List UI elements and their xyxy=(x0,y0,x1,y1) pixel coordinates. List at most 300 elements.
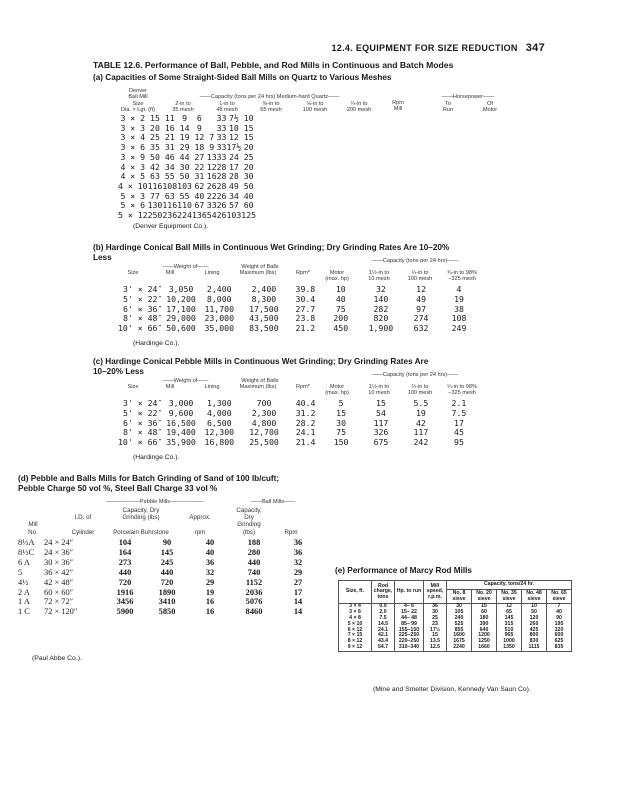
head-text: Maximum (lbs) xyxy=(239,384,277,390)
table-cell: 10,200 xyxy=(166,293,196,304)
table-cell: 800 xyxy=(522,633,547,639)
table-cell: 8460 xyxy=(245,607,263,617)
table-cell: 33 xyxy=(216,142,227,153)
table-cell: 3 × 4 xyxy=(339,604,372,610)
part-e-col-head: Hp. to run xyxy=(395,581,424,604)
table-cell: 75 xyxy=(335,303,346,314)
table-cell: 20 xyxy=(150,122,160,133)
head-text: ⅜-in to xyxy=(262,101,280,107)
table-cell: 1,900 xyxy=(368,323,394,334)
table-cell: 8 × 12 xyxy=(339,639,372,645)
table-cell: 5.5 xyxy=(413,398,429,408)
table-cell: 16 xyxy=(205,597,215,607)
head-text: 100 mesh xyxy=(407,390,433,397)
part_c-col-head xyxy=(318,384,356,397)
head-text: Motor xyxy=(329,270,345,276)
table-cell: 3410 xyxy=(158,597,176,607)
part-a-head-hp: ——Horsepower—— xyxy=(441,94,495,100)
table-row xyxy=(18,578,320,588)
part-d-col-head xyxy=(222,507,276,536)
part-a-body xyxy=(118,114,256,221)
table-cell: 33 xyxy=(216,122,227,133)
table-cell: 1350 xyxy=(497,645,522,651)
head-text: Rpm xyxy=(284,528,298,536)
table-cell: 15 xyxy=(424,633,447,639)
head-text xyxy=(276,514,306,521)
head-text xyxy=(18,514,48,521)
part-d-col-head xyxy=(180,507,220,536)
table-cell: 32 xyxy=(293,557,303,567)
table-cell: 8,300 xyxy=(251,293,277,304)
part_c-col-head xyxy=(192,384,232,390)
table-cell: 110 xyxy=(177,200,192,211)
table-cell: 19 xyxy=(179,132,190,143)
head-text: ½-in to xyxy=(411,384,429,390)
table-cell: 30 × 36″ xyxy=(44,557,74,567)
table-cell: 625 xyxy=(547,639,572,645)
table-cell: 440 xyxy=(160,567,174,577)
table-cell: 236 xyxy=(162,210,178,221)
table-cell: 10 xyxy=(522,604,547,610)
table-cell: 12 xyxy=(416,284,426,294)
table-cell: 155–150 xyxy=(395,628,424,634)
table-row xyxy=(118,211,256,221)
head-text: Size xyxy=(132,100,144,107)
table-cell: 97 xyxy=(416,303,426,314)
table-cell: 24 × 36″ xyxy=(44,547,74,557)
table-cell: 13 xyxy=(206,151,217,162)
table-cell: 965 xyxy=(497,633,522,639)
table-cell: 40 xyxy=(205,538,215,547)
table-cell: 2.1 xyxy=(451,398,467,408)
table-cell: 14.5 xyxy=(372,622,395,628)
table-cell: 108 xyxy=(451,313,467,324)
table-cell: 16 xyxy=(164,122,175,133)
table-cell: 245 xyxy=(160,557,174,567)
table-cell: 17½ xyxy=(226,142,242,153)
head-text: ¾-in to 98% xyxy=(447,270,477,276)
table-cell: 4 × 8 xyxy=(339,616,372,622)
table-cell: 740 xyxy=(247,567,261,577)
table-cell: 26 xyxy=(216,210,227,221)
part_b-head-capacity: ——Capacity (tons per 24 hrs)—— xyxy=(371,258,459,264)
part-e-sieve-head: No. 48 sieve xyxy=(522,589,547,604)
table-cell: 33 xyxy=(216,151,227,162)
table-cell: 1000 xyxy=(497,639,522,645)
head-text: Mill xyxy=(165,384,175,390)
head-text: Mill xyxy=(165,270,175,276)
part-a-head-denver xyxy=(118,88,158,114)
table-cell: 240 xyxy=(447,616,472,622)
table-cell: 55 xyxy=(179,190,190,201)
table-cell: 225–250 xyxy=(395,633,424,639)
part-e-col-head: Mill speed, r.p.m. xyxy=(424,581,447,604)
part_c-col-head xyxy=(440,384,484,397)
table-cell: 29 xyxy=(205,577,215,587)
table-cell: 220–250 xyxy=(395,639,424,645)
table-cell: 3,000 xyxy=(168,398,194,408)
part-b-title-line: Less xyxy=(93,253,112,262)
head-text: Grinding xyxy=(237,521,261,529)
part-c-title-line: (c) Hardinge Conical Pebble Mills in Continuous Wet Grinding; Dry Grinding Rates Are xyxy=(93,357,429,366)
table-cell: 12 xyxy=(497,604,522,610)
part-c-source: (Hardinge Co.). xyxy=(133,454,180,461)
table-cell: 42 xyxy=(150,161,160,172)
table-cell: 16,500 xyxy=(166,417,196,428)
table-cell: 4 × 3 xyxy=(120,161,146,172)
head-text: −325 mesh xyxy=(448,276,476,283)
table-cell: 120 xyxy=(522,616,547,622)
table-cell: 320 xyxy=(547,628,572,634)
part_c-col-head xyxy=(228,384,288,390)
head-text: Approx. xyxy=(189,514,211,522)
table-cell: 25 xyxy=(243,151,254,162)
table-cell: 11,700 xyxy=(204,303,235,314)
table-cell: 29 xyxy=(179,142,190,153)
part-b-source: (Hardinge Co.). xyxy=(133,340,180,347)
table-cell: 9 xyxy=(196,122,202,133)
table-cell: 16 xyxy=(206,171,217,182)
part-c-body xyxy=(118,399,478,448)
table-cell: 42 × 48″ xyxy=(44,577,74,587)
head-text: Rpm xyxy=(392,100,404,106)
part-d-title-line: Pebble Charge 50 vol %, Steel Ball Charge 33 vol % xyxy=(18,484,218,493)
table-cell: 108 xyxy=(162,180,178,191)
table-cell: 72 × 72″ xyxy=(44,597,74,607)
head-text: Rpm* xyxy=(296,384,310,390)
table-cell: 1675 xyxy=(447,639,472,645)
table-cell: 1200 xyxy=(472,633,497,639)
head-text: 1½-in to xyxy=(368,384,390,390)
table-cell: 15 xyxy=(376,398,386,408)
table-cell: 25 xyxy=(424,616,447,622)
table-cell: 8' × 48″ xyxy=(122,427,163,438)
part_b-col-head xyxy=(400,270,440,283)
table-cell: 15 xyxy=(150,113,160,123)
part-a-col-head xyxy=(206,101,248,114)
part_b-head-weight: ——Weight of—— xyxy=(162,264,209,270)
part_b-col-head xyxy=(150,270,190,276)
table-cell: 12 xyxy=(194,132,205,143)
table-cell: 54 xyxy=(206,210,217,221)
table-cell: 5' × 22″ xyxy=(122,407,163,418)
table-cell: 3 × 6 xyxy=(120,142,146,153)
table-cell: 36 xyxy=(205,557,215,567)
table-cell: 31 xyxy=(194,171,205,182)
part_b-col-head xyxy=(440,270,484,283)
table-cell: 2.0 xyxy=(372,610,395,616)
table-cell: 830 xyxy=(522,639,547,645)
table-cell: 250 xyxy=(147,210,163,221)
table-cell: 34 xyxy=(228,190,239,201)
part-a-head-capacity: ——Capacity (tons per 24 hrs) Medium-hard Quartz—— xyxy=(199,94,340,100)
table-cell: 35,900 xyxy=(166,437,196,448)
table-cell: 44 xyxy=(179,151,190,162)
table-cell: 27 xyxy=(293,577,303,587)
table-cell: 17,500 xyxy=(249,303,279,314)
table-cell: 103 xyxy=(226,210,242,221)
table-cell: 440 xyxy=(247,557,261,567)
part-a-hp-head xyxy=(428,101,468,114)
table-cell: 15 xyxy=(243,132,254,143)
table-cell: 29 xyxy=(293,567,303,577)
table-cell: 2,300 xyxy=(251,407,277,418)
head-text: No. xyxy=(28,528,38,536)
head-text xyxy=(62,507,104,514)
running-header xyxy=(0,42,545,54)
table-cell: 3 × 6 xyxy=(339,610,372,616)
head-text: Motor xyxy=(482,107,498,114)
table-cell: 30 xyxy=(424,610,447,616)
table-cell: 34 xyxy=(164,161,175,172)
page-number: 347 xyxy=(525,42,545,54)
table-row xyxy=(18,538,320,548)
table-cell: 675 xyxy=(373,437,389,448)
head-text: ¼-in to xyxy=(411,270,429,276)
table-cell: 640 xyxy=(472,628,497,634)
table-cell: 39.8 xyxy=(295,284,316,294)
table-cell: 8,000 xyxy=(206,293,232,304)
head-text: I.D. of xyxy=(74,514,92,522)
table-cell: 1600 xyxy=(447,633,472,639)
part_c-col-head xyxy=(400,384,440,397)
table-cell: 35,000 xyxy=(204,323,235,334)
table-cell: 60 × 60″ xyxy=(44,587,74,597)
table-cell: 3 × 9 xyxy=(120,151,146,162)
table-cell: 5 xyxy=(338,398,344,408)
table-cell: 525 xyxy=(447,622,472,628)
table-cell: 90 xyxy=(547,616,572,622)
part-e-col-head: Rod charge, tons xyxy=(372,581,395,604)
table-cell: 5 × 10 xyxy=(339,622,372,628)
head-text: 1½-in to xyxy=(368,270,390,276)
head-text: (max. hp) xyxy=(325,276,349,283)
table-cell: 274 xyxy=(413,313,429,324)
table-cell: 19 xyxy=(454,293,464,304)
table-cell: 282 xyxy=(373,303,389,314)
table-cell: 83,500 xyxy=(249,323,279,334)
table-cell: 13.5 xyxy=(424,639,447,645)
table-cell: 4– 6 xyxy=(395,604,424,610)
part_c-col-head xyxy=(288,384,318,390)
table-cell: 425 xyxy=(522,628,547,634)
part-e-sieve-head: No. 8 sieve xyxy=(447,589,472,604)
table-row xyxy=(118,324,478,334)
table-cell: 273 xyxy=(118,557,132,567)
head-text: 200 mesh xyxy=(346,107,372,114)
table-cell: 7 xyxy=(547,604,572,610)
table-cell: 195 xyxy=(547,622,572,628)
table-cell: 63 xyxy=(164,190,175,201)
table-cell: 2240 xyxy=(447,645,472,651)
part-e-sieve-head: No. 35 sieve xyxy=(497,589,522,604)
table-cell: 6 × 12 xyxy=(339,628,372,634)
table-cell: 1250 xyxy=(472,639,497,645)
table-cell: 315 xyxy=(497,622,522,628)
table-cell: 140 xyxy=(373,293,389,304)
head-text: 100 mesh xyxy=(407,276,433,283)
part-a-head-rpm xyxy=(383,100,413,113)
table-cell: 103 xyxy=(177,180,192,191)
table-cell: 24 xyxy=(228,151,239,162)
table-cell: 7½ xyxy=(228,113,239,123)
table-cell: 249 xyxy=(451,323,467,334)
table-cell: 12,300 xyxy=(204,427,235,438)
table-cell: 5 × 6 xyxy=(120,200,146,211)
table-cell: 10' × 66″ xyxy=(118,323,163,334)
head-text: Size xyxy=(127,270,139,276)
table-cell: 15 xyxy=(472,604,497,610)
table-cell: 2036 xyxy=(245,587,263,597)
table-cell: 77 xyxy=(150,190,160,201)
table-cell: 29,000 xyxy=(166,313,196,324)
table-cell: 63 xyxy=(150,171,160,182)
head-text xyxy=(180,521,220,528)
part-b-body xyxy=(118,285,478,334)
head-text: Size xyxy=(127,384,139,390)
head-text: Grinding (lbs) xyxy=(122,514,160,522)
table-cell: 9,600 xyxy=(168,407,194,418)
table-cell: 12.5 xyxy=(424,645,447,651)
table-cell: 28 xyxy=(228,171,239,182)
table-cell: 11 xyxy=(164,113,175,123)
table-cell: 390 xyxy=(472,622,497,628)
table-cell: 36 xyxy=(424,604,447,610)
table-cell: 12 xyxy=(206,161,217,172)
head-text: (lbs) xyxy=(242,528,256,536)
table-cell: 820 xyxy=(373,313,389,324)
table-cell: 50 xyxy=(243,180,254,191)
part-a-col-head xyxy=(294,101,336,114)
table-cell: 21.4 xyxy=(295,437,316,448)
table-cell: 24.1 xyxy=(295,427,316,438)
part-a-source: (Denver Equipment Co.). xyxy=(133,223,209,230)
part_b-col-head xyxy=(318,270,356,283)
table-cell: 14 xyxy=(179,122,190,133)
table-cell: 3 × 4 xyxy=(120,132,146,143)
table-cell: 49 xyxy=(228,180,239,191)
head-text: (max. hp) xyxy=(325,390,349,397)
table-cell: 55 xyxy=(164,171,175,182)
table-cell: 28 xyxy=(216,180,227,191)
table-cell: 855 xyxy=(447,628,472,634)
part_b-col-head xyxy=(358,270,400,283)
table-row xyxy=(18,607,320,617)
table-cell: 3' × 24″ xyxy=(122,284,163,294)
part-b-table xyxy=(118,258,478,334)
table-cell: 85– 99 xyxy=(395,622,424,628)
table-cell: 700 xyxy=(256,398,272,408)
part-a-col-head xyxy=(162,101,204,114)
table-cell: 16 xyxy=(205,607,215,617)
part-d-source: (Paul Abbe Co.). xyxy=(32,655,82,662)
head-text: 1-in to xyxy=(219,101,235,107)
table-cell: 5900 xyxy=(116,607,134,617)
table-cell: 17 xyxy=(454,417,464,428)
table-cell: 200 xyxy=(333,313,349,324)
table-cell: 242 xyxy=(413,437,429,448)
head-text: Cylinder xyxy=(71,528,95,536)
table-cell: 12,700 xyxy=(249,427,279,438)
table-cell: 105 xyxy=(447,610,472,616)
part_b-col-head xyxy=(116,270,150,276)
part-d-title xyxy=(18,474,279,494)
part_b-col-head xyxy=(192,270,232,276)
part_c-col-head xyxy=(116,384,150,390)
table-cell: 224 xyxy=(177,210,192,221)
table-cell: 104 xyxy=(118,538,132,547)
table-cell: 75 xyxy=(336,427,347,438)
section-title: 12.4. EQUIPMENT FOR SIZE REDUCTION xyxy=(331,43,518,53)
table-cell: 72 × 120″ xyxy=(44,607,78,617)
table-cell: 33 xyxy=(206,200,217,211)
head-text: ⅛-in to xyxy=(306,101,324,107)
part_b-head-balls: Weight of Balls xyxy=(241,264,279,270)
table-cell: 42 xyxy=(415,417,426,428)
table-cell: 4 × 10 xyxy=(118,180,148,191)
part-e-capacity-head: Capacity, tons/24 hr. xyxy=(447,581,572,590)
part-b-title-line: (b) Hardinge Conical Ball Mills in Continuous Wet Grinding; Dry Grinding Rates Are 10–20% xyxy=(93,243,450,252)
table-cell: 90 xyxy=(162,538,172,547)
table-cell: 260 xyxy=(522,622,547,628)
part_c-head-capacity: ——Capacity (tons per 24 hrs)—— xyxy=(371,372,459,378)
head-text: 10 mesh xyxy=(368,276,390,283)
table-cell: 24 × 24″ xyxy=(44,538,74,547)
table-cell: 720 xyxy=(160,577,174,587)
table-cell: 1890 xyxy=(158,587,176,597)
table-cell: 22 xyxy=(194,161,205,172)
table-cell: 2,400 xyxy=(206,284,232,294)
part-d-title-line: (d) Pebble and Balls Mills for Batch Grinding of Sand of 100 lb/cuft; xyxy=(18,474,280,483)
table-cell: 117 xyxy=(413,427,429,438)
table-cell: 116 xyxy=(147,180,163,191)
part_c-head-balls: Weight of Balls xyxy=(241,378,279,384)
table-cell: 835 xyxy=(547,645,572,651)
table-cell: 23 xyxy=(424,622,447,628)
table-cell: 720 xyxy=(118,577,132,587)
table-cell: 26 xyxy=(216,200,227,211)
part-a-col-head xyxy=(338,101,380,114)
head-text: Run xyxy=(442,107,454,114)
table-cell: 26 xyxy=(216,190,227,201)
table-cell: 10 xyxy=(335,284,346,294)
table-cell: 600 xyxy=(547,633,572,639)
head-text: 2-in to xyxy=(175,101,191,107)
table-cell: 6 A xyxy=(18,557,30,567)
table-cell: 20 xyxy=(243,161,254,172)
table-cell: 8' × 48″ xyxy=(122,313,163,324)
head-text xyxy=(276,521,306,528)
head-text: Capacity, xyxy=(236,507,262,514)
table-cell: 25,500 xyxy=(249,437,279,448)
table-cell: 3 × 3 xyxy=(120,122,146,133)
head-text: Ball Mill xyxy=(128,94,148,101)
head-text: Mill xyxy=(28,521,38,529)
table-cell: 19,400 xyxy=(166,427,196,438)
table-cell: 43.4 xyxy=(372,639,395,645)
table-cell: 6 xyxy=(196,113,202,123)
part-e-title: (e) Performance of Marcy Rod Mills xyxy=(335,566,472,575)
part-e-source: (Mine and Smelter Division, Kennedy Van Saun Co). xyxy=(373,686,531,693)
table-cell: 632 xyxy=(413,323,429,334)
table-cell: 6' × 36″ xyxy=(122,303,163,314)
table-cell: 40 xyxy=(205,547,215,557)
table-cell: 14 xyxy=(293,607,303,617)
table-row xyxy=(18,597,320,607)
table-cell: 0.9 xyxy=(372,604,395,610)
table-cell: 450 xyxy=(333,323,349,334)
head-text: Porcelain Buhrstone xyxy=(113,528,169,536)
